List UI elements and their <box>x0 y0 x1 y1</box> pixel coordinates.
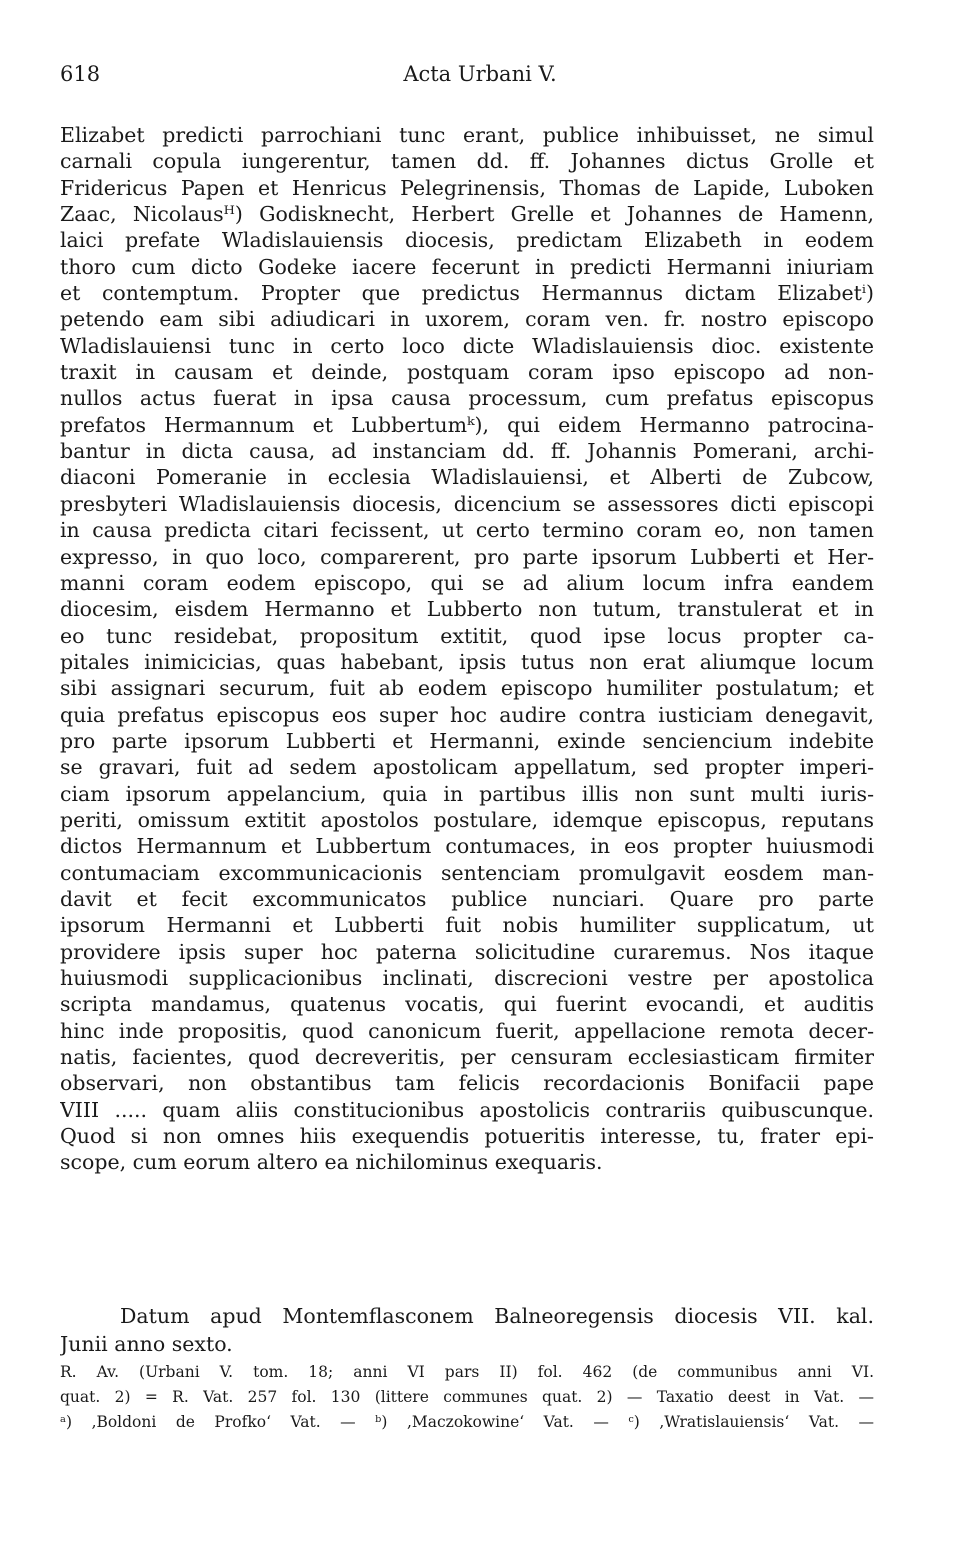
main-text <box>60 122 874 1176</box>
text-line-10: traxit in causam et deinde, postquam coram ipso episcopo ad non- <box>60 360 874 385</box>
text-line-5: laici prefate Wladislauiensis diocesis, predictam Elizabeth in eodem <box>60 228 874 253</box>
text-line-26: ciam ipsorum appelancium, quia in partibus illis non sunt multi iuris- <box>60 781 874 806</box>
page-header <box>60 62 900 92</box>
note-line-2: quat. 2) = R. Vat. 257 fol. 130 (littere communes quat. 2) — Taxatio deest in Vat. — <box>60 1388 874 1406</box>
text-line-36: natis, facientes, quod decreveritis, per censuram ecclesiasticam firmiter <box>60 1045 874 1070</box>
running-title: Acta Urbani V. <box>403 62 557 86</box>
text-line-11: nullos actus fuerat in ipsa causa processum, cum prefatus episcopus <box>60 386 874 411</box>
text-line-13: bantur in dicta causa, ad instanciam dd. ff. Johannis Pomerani, archi- <box>60 439 874 464</box>
text-line-23: quia prefatus episcopus eos super hoc audire contra iusticiam denegavit, <box>60 702 874 727</box>
text-line-15: presbyteri Wladislauiensis diocesis, dicencium se assessores dicti episcopi <box>60 491 874 516</box>
text-line-39: Quod si non omnes hiis exequendis potueritis interesse, tu, frater epi- <box>60 1124 874 1149</box>
source-notes <box>60 1360 874 1435</box>
text-line-1: Elizabet predicti parrochiani tunc erant, publice inhibuisset, ne simul <box>60 123 874 147</box>
dating-line-2: Junii anno sexto. <box>60 1332 233 1356</box>
text-line-17: expresso, in quo loco, comparerent, pro parte ipsorum Lubberti et Her- <box>60 544 874 569</box>
dating-clause <box>60 1302 874 1358</box>
text-line-40: scope, cum eorum altero ea nichilominus exequaris. <box>60 1150 603 1175</box>
text-line-37: observari, non obstantibus tam felicis recordacionis Bonifacii pape <box>60 1071 874 1096</box>
text-line-22: sibi assignari securum, fuit ab eodem episcopo humiliter postulatum; et <box>60 676 874 701</box>
text-line-2: carnali copula iungerentur, tamen dd. ff. Johannes dictus Grolle et <box>60 149 874 174</box>
text-line-32: providere ipsis super hoc paterna solicitudine curaremus. Nos itaque <box>60 939 874 964</box>
text-line-38: VIII ..... quam aliis constitucionibus apostolicis contrariis quibuscunque. <box>60 1097 874 1122</box>
text-line-12: prefatos Hermannum et Lubbertumᵏ), qui eidem Hermanno patrocina- <box>60 412 874 437</box>
text-line-7: et contemptum. Propter que predictus Hermannus dictam Elizabetⁱ) <box>60 281 874 306</box>
text-line-19: diocesim, eisdem Hermanno et Lubberto non tutum, transtulerat et in <box>60 597 874 622</box>
text-line-28: dictos Hermannum et Lubbertum contumaces, in eos propter huiusmodi <box>60 834 874 859</box>
text-line-16: in causa predicta citari fecissent, ut certo termino coram eo, non tamen <box>60 518 874 543</box>
text-line-9: Wladislauiensi tunc in certo loco dicte Wladislauiensis dioc. existente <box>60 333 874 358</box>
text-line-24: pro parte ipsorum Lubberti et Hermanni, exinde senciencium indebite <box>60 728 874 753</box>
text-line-4: Zaac, Nicolausᴴ) Godisknecht, Herbert Grelle et Johannes de Hamenn, <box>60 202 874 227</box>
text-line-8: petendo eam sibi adiudicari in uxorem, coram ven. fr. nostro episcopo <box>60 307 874 332</box>
text-line-33: huiusmodi supplicacionibus inclinati, discrecioni vestre per apostolica <box>60 966 874 990</box>
text-line-25: se gravari, fuit ad sedem apostolicam appellatum, sed propter imperi- <box>60 755 874 780</box>
text-line-3: Fridericus Papen et Henricus Pelegrinensis, Thomas de Lapide, Luboken <box>60 175 874 200</box>
text-line-20: eo tunc residebat, propositum extitit, quod ipse locus propter ca- <box>60 623 874 648</box>
text-line-6: thoro cum dicto Godeke iacere fecerunt in predicti Hermanni iniuriam <box>60 254 874 279</box>
note-line-3: ᵃ) ‚Boldoni de Profko‘ Vat. — ᵇ) ‚Maczokowine‘ Vat. — ᶜ) ‚Wratislauiensis‘ Vat. — <box>60 1413 874 1431</box>
text-line-30: davit et fecit excommunicatos publice nunciari. Quare pro parte <box>60 886 874 911</box>
page-number: 618 <box>60 62 101 86</box>
text-line-14: diaconi Pomeranie in ecclesia Wladislauiensi, et Alberti de Zubcow, <box>60 465 874 490</box>
text-line-18: manni coram eodem episcopo, qui se ad alium locum infra eandem <box>60 570 874 595</box>
note-line-1: R. Av. (Urbani V. tom. 18; anni VI pars II) fol. 462 (de communibus anni VI. <box>60 1363 874 1381</box>
dating-line-1: Datum apud Montemflasconem Balneoregensis diocesis VII. kal. <box>120 1304 874 1328</box>
text-line-29: contumaciam excommunicacionis sentenciam promulgavit eosdem man- <box>60 860 874 885</box>
text-line-27: periti, omissum extitit apostolos postulare, idemque episcopus, reputans <box>60 807 874 832</box>
text-line-34: scripta mandamus, quatenus vocatis, qui fuerint evocandi, et auditis <box>60 992 874 1017</box>
text-line-35: hinc inde propositis, quod canonicum fuerit, appellacione remota decer- <box>60 1018 874 1043</box>
text-line-31: ipsorum Hermanni et Lubberti fuit nobis humiliter supplicatum, ut <box>60 913 874 938</box>
text-line-21: pitales inimicicias, quas habebant, ipsis tutus non erat aliumque locum <box>60 649 874 674</box>
